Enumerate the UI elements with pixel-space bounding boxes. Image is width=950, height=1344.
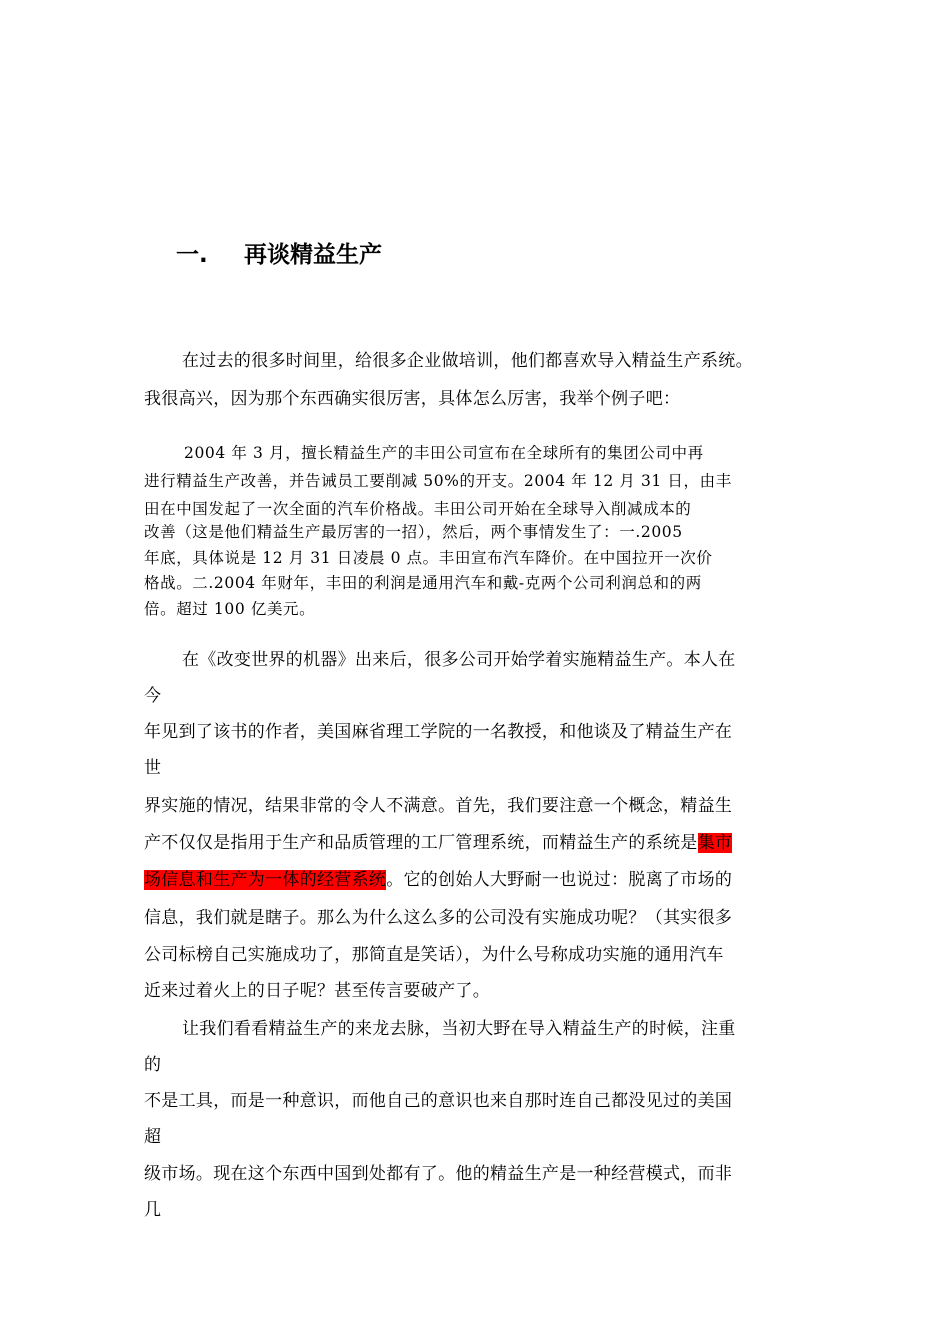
section-number: 一. — [176, 242, 208, 268]
paragraph-line: 在《改变世界的机器》出来后，很多公司开始学着实施精益生产。本人在 — [182, 650, 736, 670]
paragraph-line: 超 — [144, 1127, 162, 1147]
paragraph-line: 近来过着火上的日子呢？甚至传言要破产了。 — [144, 981, 490, 1001]
paragraph-line: 几 — [144, 1200, 162, 1220]
paragraph-line: 的 — [144, 1055, 162, 1075]
paragraph-line: 让我们看看精益生产的来龙去脉，当初大野在导入精益生产的时候，注重 — [182, 1019, 736, 1039]
quote-line: 倍。超过 100 亿美元。 — [144, 600, 316, 618]
paragraph-line: 在过去的很多时间里，给很多企业做培训，他们都喜欢导入精益生产系统。 — [182, 351, 753, 371]
section-heading — [176, 236, 382, 269]
highlighted-text: 集市 — [697, 833, 733, 853]
line-text: 。它的创始人大野耐一也说过：脱离了市场的 — [386, 870, 733, 890]
paragraph-line: 今 — [144, 686, 162, 706]
quote-line: 年底，具体说是 12 月 31 日凌晨 0 点。丰田宣布汽车降价。在中国拉开一次价 — [144, 549, 713, 567]
paragraph-line: 级市场。现在这个东西中国到处都有了。他的精益生产是一种经营模式，而非 — [144, 1164, 733, 1184]
paragraph-line: 世 — [144, 758, 162, 778]
paragraph-line: 年见到了该书的作者，美国麻省理工学院的一名教授，和他谈及了精益生产在 — [144, 722, 733, 742]
quote-line: 田在中国发起了一次全面的汽车价格战。丰田公司开始在全球导入削减成本的 — [144, 500, 692, 518]
quote-line: 改善（这是他们精益生产最厉害的一招），然后，两个事情发生了：一.2005 — [144, 523, 683, 541]
paragraph-line: 公司标榜自己实施成功了，那简直是笑话），为什么号称成功实施的通用汽车 — [144, 945, 724, 965]
paragraph-line: 界实施的情况，结果非常的令人不满意。首先，我们要注意一个概念，精益生 — [144, 796, 733, 816]
section-title: 再谈精益生产 — [244, 242, 382, 268]
highlighted-text: 场信息和生产为一体的经营系统 — [144, 870, 387, 890]
quote-line: 2004 年 3 月，擅长精益生产的丰田公司宣布在全球所有的集团公司中再 — [184, 444, 704, 462]
paragraph-line — [144, 865, 732, 890]
line-text: 产不仅仅是指用于生产和品质管理的工厂管理系统，而精益生产的系统是 — [144, 833, 698, 853]
paragraph-line: 不是工具，而是一种意识，而他自己的意识也来自那时连自己都没见过的美国 — [144, 1091, 733, 1111]
paragraph-line: 信息，我们就是瞎子。那么为什么这么多的公司没有实施成功呢？（其实很多 — [144, 908, 733, 928]
paragraph-line — [144, 828, 732, 853]
paragraph-line: 我很高兴，因为那个东西确实很厉害，具体怎么厉害，我举个例子吧： — [144, 389, 681, 409]
quote-line: 格战。二.2004 年财年，丰田的利润是通用汽车和戴-克两个公司利润总和的两 — [144, 574, 702, 592]
quote-line: 进行精益生产改善，并告诫员工要削减 50%的开支。2004 年 12 月 31 日，由丰 — [144, 472, 732, 490]
